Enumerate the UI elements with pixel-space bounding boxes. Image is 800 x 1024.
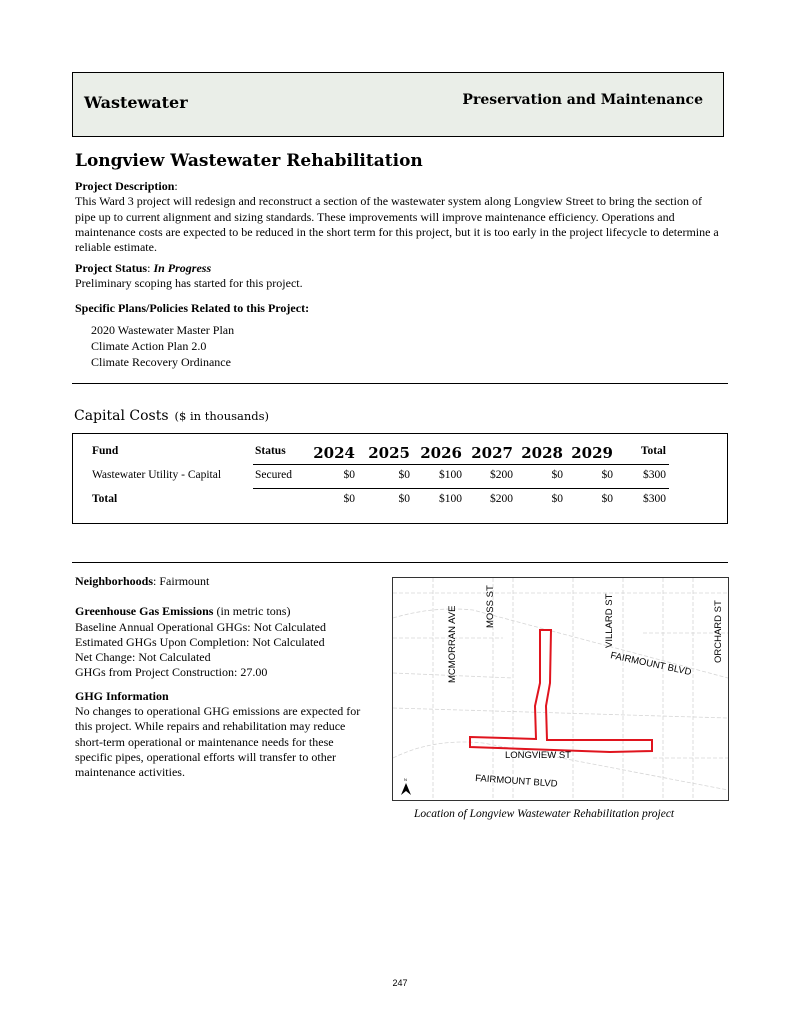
col-2028: 2028 (521, 444, 563, 462)
description-label: Project Description (75, 179, 175, 193)
amount-cell: $0 (343, 469, 355, 481)
street-label: LONGVIEW ST (505, 750, 571, 761)
ghg-line: Estimated GHGs Upon Completion: Not Calculated (75, 634, 325, 649)
status-text: Preliminary scoping has started for this project. (75, 276, 303, 291)
project-title: Longview Wastewater Rehabilitation (75, 151, 423, 171)
amount-cell: $0 (551, 469, 563, 481)
amount-cell: $200 (490, 469, 513, 481)
street-label: ORCHARD ST (713, 600, 724, 663)
amount-cell: $0 (601, 469, 613, 481)
ghg-info-text: No changes to operational GHG emissions are expected for this project. While repairs and rehabilitation may reduce short-term operational or maintenance needs for these specific pipes, operational efforts will transfer to other maintenance activities. (75, 704, 361, 780)
col-2029: 2029 (571, 444, 613, 462)
plan-item: 2020 Wastewater Master Plan (91, 323, 235, 337)
ghg-label: Greenhouse Gas Emissions (75, 604, 214, 619)
fund-cell: Wastewater Utility - Capital (92, 469, 222, 481)
plans-label: Specific Plans/Policies Related to this Project: (75, 301, 310, 315)
amount-cell: $100 (439, 469, 462, 481)
col-total: Total (640, 445, 666, 457)
project-area-highlight (470, 630, 652, 752)
total-label: Total (92, 493, 118, 505)
section-header (72, 72, 724, 137)
ghg-line: Baseline Annual Operational GHGs: Not Calculated (75, 619, 326, 634)
north-label: N (404, 777, 407, 782)
plans-list (91, 322, 741, 370)
total-cell: $0 (398, 493, 410, 505)
map-caption: Location of Longview Wastewater Rehabilitation project (414, 808, 675, 820)
category-title: Wastewater (84, 93, 188, 112)
ghg-info-label: GHG Information (75, 688, 169, 703)
street-label: FAIRMOUNT BLVD (609, 650, 693, 679)
street-label: MOSS ST (485, 585, 496, 628)
street-label: MCMORRAN AVE (447, 605, 458, 683)
location-map (392, 577, 729, 801)
col-2024: 2024 (313, 444, 355, 462)
status-cell: Secured (255, 469, 293, 481)
description-text: This Ward 3 project will redesign and reconstruct a section of the wastewater system along Longview Street to bring the section of pipe up to current alignment and sizing standards. These improvements will improve maintenance efficiency. Operations and maintenance costs are expected to be reduced in the short term for this project, but it is too early in the project lifecycle to determine a reliable estimate. (75, 194, 719, 255)
ghg-line: Net Change: Not Calculated (75, 650, 211, 665)
plan-item: Climate Recovery Ordinance (91, 355, 231, 369)
status-label: Project Status (75, 261, 148, 275)
capital-costs-title: Capital Costs ($ in thousands) (74, 408, 270, 424)
ghg-line: GHGs from Project Construction: 27.00 (75, 665, 268, 680)
divider (72, 562, 728, 563)
col-fund: Fund (92, 445, 119, 457)
capital-costs-table (72, 433, 728, 524)
col-2027: 2027 (471, 444, 513, 462)
col-2025: 2025 (368, 444, 410, 462)
divider (72, 383, 728, 384)
neighborhoods-label: Neighborhoods (75, 574, 154, 588)
total-cell: $300 (643, 493, 666, 505)
total-cell: $0 (601, 493, 613, 505)
col-2026: 2026 (420, 444, 462, 462)
program-title: Preservation and Maintenance (462, 92, 703, 108)
total-cell: $100 (439, 493, 462, 505)
north-arrow-icon (401, 783, 411, 795)
amount-cell: $300 (643, 469, 666, 481)
ghg-unit: (in metric tons) (216, 604, 291, 619)
street-label: VILLARD ST (604, 593, 615, 648)
neighborhoods-value: Fairmount (159, 574, 210, 588)
capital-unit: ($ in thousands) (174, 409, 270, 423)
project-status: Project Status: In Progress Preliminary scoping has started for this project. (75, 261, 303, 291)
page-number: 247 (392, 978, 408, 988)
total-cell: $0 (551, 493, 563, 505)
amount-cell: $0 (398, 469, 410, 481)
total-cell: $200 (490, 493, 513, 505)
col-status: Status (255, 445, 286, 457)
plan-item: Climate Action Plan 2.0 (91, 339, 207, 353)
status-value: In Progress (153, 261, 212, 275)
total-cell: $0 (343, 493, 355, 505)
street-label: FAIRMOUNT BLVD (474, 773, 558, 790)
project-description: Project Description: This Ward 3 project will redesign and reconstruct a section of the wastewater system along Longview Street to bring the section of pipe up to current alignment and sizing standards. These improvements will improve maintenance efficiency. Operations and maintenance costs are expected to be reduced in the short term for this project, but it is too early in the project lifecycle to determine a reliable estimate. (75, 179, 719, 255)
project-info: Neighborhoods: Fairmount Greenhouse Gas Emissions (in metric tons) Baseline Annual Operational GHGs: Not Calculated Estimated GHGs Upon Completion: Not Calculated Net Change: Not Calculated GHGs from Project Construction: 27.00 GHG Information No changes to operational GHG emissions are expected for this project. While repairs and rehabilitation may reduce short-term operational or maintenance needs for these specific pipes, operational efforts will transfer to other maintenance activities. (75, 574, 370, 781)
